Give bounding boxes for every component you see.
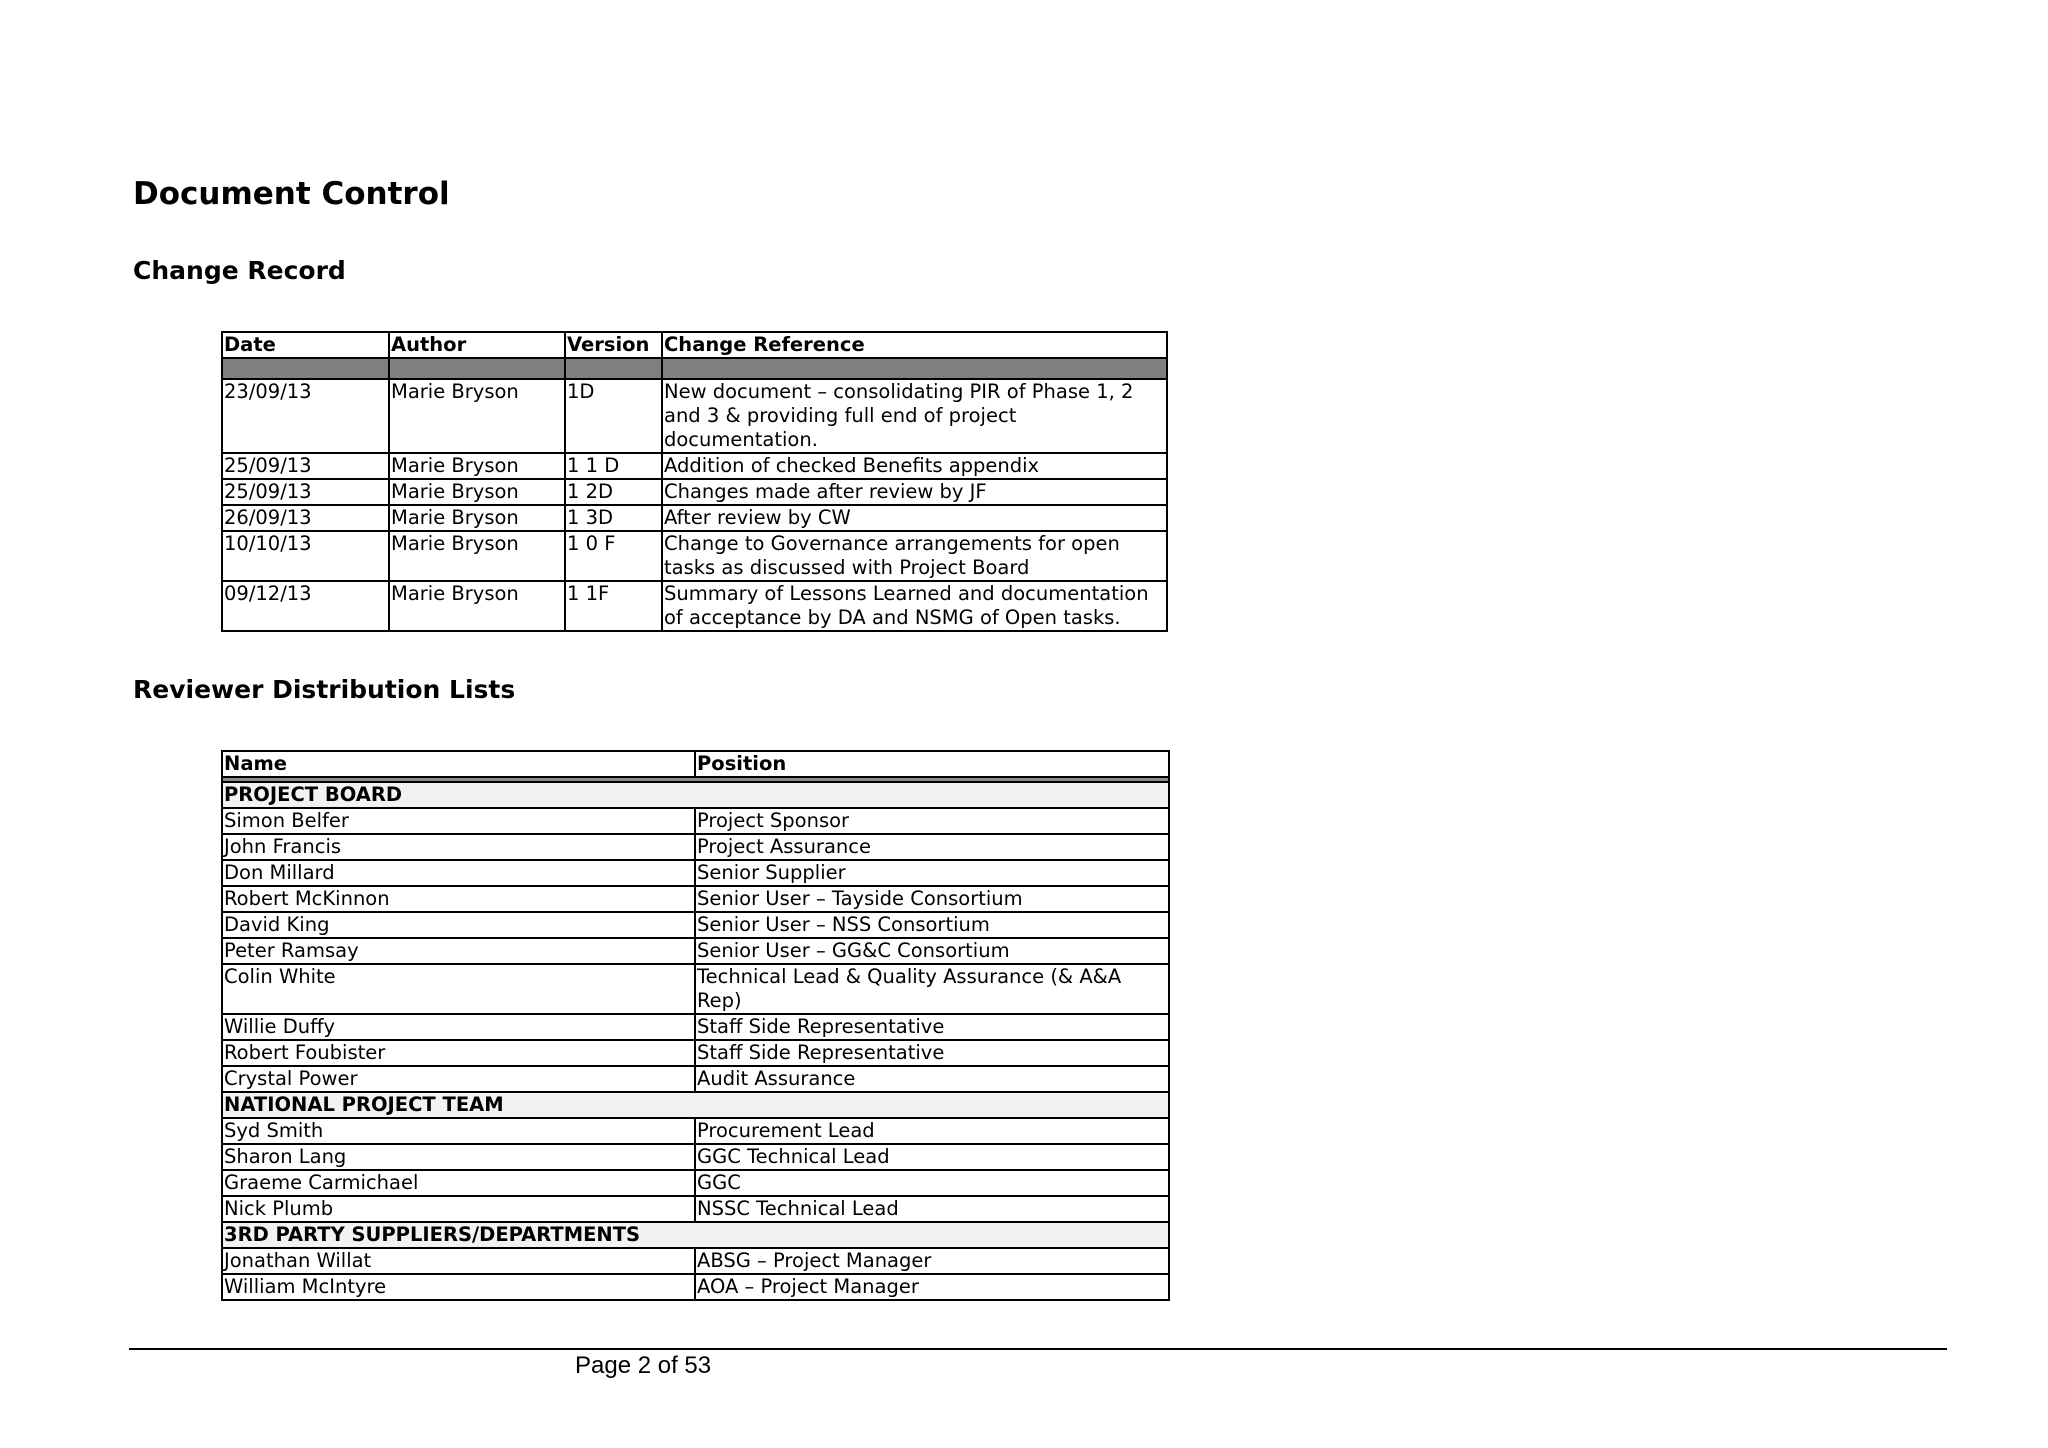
cell-date: 26/09/13 bbox=[222, 505, 389, 531]
table-row bbox=[222, 886, 1169, 912]
cell-name: Robert Foubister bbox=[222, 1040, 695, 1066]
cell-position: Project Sponsor bbox=[695, 808, 1169, 834]
cell-date: 23/09/13 bbox=[222, 379, 389, 453]
table-row bbox=[222, 479, 1167, 505]
table-row bbox=[222, 1066, 1169, 1092]
table-row bbox=[222, 1248, 1169, 1274]
table-row bbox=[222, 1274, 1169, 1300]
cell-position: Senior Supplier bbox=[695, 860, 1169, 886]
group-row bbox=[222, 1092, 1169, 1118]
cell-name: David King bbox=[222, 912, 695, 938]
reviewer-lists-title: Reviewer Distribution Lists bbox=[133, 675, 516, 704]
cell-version: 1 2D bbox=[565, 479, 662, 505]
cell-position: ABSG – Project Manager bbox=[695, 1248, 1169, 1274]
cell-name: Colin White bbox=[222, 964, 695, 1014]
cell-change-reference: Changes made after review by JF bbox=[662, 479, 1167, 505]
cell-change-reference: Change to Governance arrangements for open tasks as discussed with Project Board bbox=[662, 531, 1167, 581]
cell-author: Marie Bryson bbox=[389, 453, 565, 479]
group-row bbox=[222, 782, 1169, 808]
table-row bbox=[222, 1118, 1169, 1144]
cell-position: Staff Side Representative bbox=[695, 1040, 1169, 1066]
reviewer-header-row bbox=[222, 751, 1169, 777]
table-row bbox=[222, 860, 1169, 886]
table-row bbox=[222, 581, 1167, 631]
cell-name: William McIntyre bbox=[222, 1274, 695, 1300]
header-shading-row bbox=[222, 358, 1167, 379]
table-row bbox=[222, 912, 1169, 938]
cell-name: Graeme Carmichael bbox=[222, 1170, 695, 1196]
page-title: Document Control bbox=[133, 176, 450, 212]
page-number: Page 2 of 53 bbox=[575, 1352, 712, 1379]
cell-position: Project Assurance bbox=[695, 834, 1169, 860]
cell-author: Marie Bryson bbox=[389, 505, 565, 531]
cell-position: Technical Lead & Quality Assurance (& A&A Rep) bbox=[695, 964, 1169, 1014]
reviewer-distribution-table bbox=[221, 750, 1170, 1301]
cell-name: Crystal Power bbox=[222, 1066, 695, 1092]
cell-position: Staff Side Representative bbox=[695, 1014, 1169, 1040]
shading-cell bbox=[389, 358, 565, 379]
group-label: NATIONAL PROJECT TEAM bbox=[222, 1092, 1169, 1118]
cell-name: Robert McKinnon bbox=[222, 886, 695, 912]
cell-change-reference: Addition of checked Benefits appendix bbox=[662, 453, 1167, 479]
cell-name: Peter Ramsay bbox=[222, 938, 695, 964]
shading-cell bbox=[222, 358, 389, 379]
cell-position: GGC Technical Lead bbox=[695, 1144, 1169, 1170]
table-row bbox=[222, 1014, 1169, 1040]
cell-change-reference: New document – consolidating PIR of Phase 1, 2 and 3 & providing full end of project documentation. bbox=[662, 379, 1167, 453]
cell-name: Syd Smith bbox=[222, 1118, 695, 1144]
cell-change-reference: Summary of Lessons Learned and documentation of acceptance by DA and NSMG of Open tasks. bbox=[662, 581, 1167, 631]
cell-name: Simon Belfer bbox=[222, 808, 695, 834]
change-record-table bbox=[221, 331, 1168, 632]
cell-position: Senior User – NSS Consortium bbox=[695, 912, 1169, 938]
cell-author: Marie Bryson bbox=[389, 531, 565, 581]
group-row bbox=[222, 1222, 1169, 1248]
cell-author: Marie Bryson bbox=[389, 479, 565, 505]
cell-position: Senior User – Tayside Consortium bbox=[695, 886, 1169, 912]
cell-position: Audit Assurance bbox=[695, 1066, 1169, 1092]
table-row bbox=[222, 453, 1167, 479]
cell-version: 1 1 D bbox=[565, 453, 662, 479]
cell-author: Marie Bryson bbox=[389, 581, 565, 631]
footer-divider bbox=[129, 1348, 1947, 1350]
cell-name: Sharon Lang bbox=[222, 1144, 695, 1170]
group-label: PROJECT BOARD bbox=[222, 782, 1169, 808]
table-row bbox=[222, 1170, 1169, 1196]
table-row bbox=[222, 1196, 1169, 1222]
table-row bbox=[222, 964, 1169, 1014]
cell-version: 1 0 F bbox=[565, 531, 662, 581]
table-row bbox=[222, 505, 1167, 531]
column-header-version: Version bbox=[565, 332, 662, 358]
cell-name: Willie Duffy bbox=[222, 1014, 695, 1040]
cell-version: 1 1F bbox=[565, 581, 662, 631]
cell-date: 25/09/13 bbox=[222, 479, 389, 505]
column-header-date: Date bbox=[222, 332, 389, 358]
cell-name: John Francis bbox=[222, 834, 695, 860]
cell-name: Nick Plumb bbox=[222, 1196, 695, 1222]
group-label: 3RD PARTY SUPPLIERS/DEPARTMENTS bbox=[222, 1222, 1169, 1248]
table-row bbox=[222, 808, 1169, 834]
cell-name: Don Millard bbox=[222, 860, 695, 886]
cell-date: 25/09/13 bbox=[222, 453, 389, 479]
table-row bbox=[222, 938, 1169, 964]
cell-name: Jonathan Willat bbox=[222, 1248, 695, 1274]
cell-change-reference: After review by CW bbox=[662, 505, 1167, 531]
table-row bbox=[222, 1040, 1169, 1066]
cell-position: AOA – Project Manager bbox=[695, 1274, 1169, 1300]
column-header-position: Position bbox=[695, 751, 1169, 777]
cell-date: 10/10/13 bbox=[222, 531, 389, 581]
cell-position: Senior User – GG&C Consortium bbox=[695, 938, 1169, 964]
column-header-change-reference: Change Reference bbox=[662, 332, 1167, 358]
shading-cell bbox=[565, 358, 662, 379]
cell-position: Procurement Lead bbox=[695, 1118, 1169, 1144]
cell-date: 09/12/13 bbox=[222, 581, 389, 631]
cell-version: 1 3D bbox=[565, 505, 662, 531]
cell-position: NSSC Technical Lead bbox=[695, 1196, 1169, 1222]
column-header-author: Author bbox=[389, 332, 565, 358]
change-record-header-row bbox=[222, 332, 1167, 358]
cell-version: 1D bbox=[565, 379, 662, 453]
cell-position: GGC bbox=[695, 1170, 1169, 1196]
cell-author: Marie Bryson bbox=[389, 379, 565, 453]
change-record-title: Change Record bbox=[133, 256, 346, 285]
table-row bbox=[222, 379, 1167, 453]
shading-cell bbox=[662, 358, 1167, 379]
column-header-name: Name bbox=[222, 751, 695, 777]
table-row bbox=[222, 531, 1167, 581]
table-row bbox=[222, 1144, 1169, 1170]
table-row bbox=[222, 834, 1169, 860]
